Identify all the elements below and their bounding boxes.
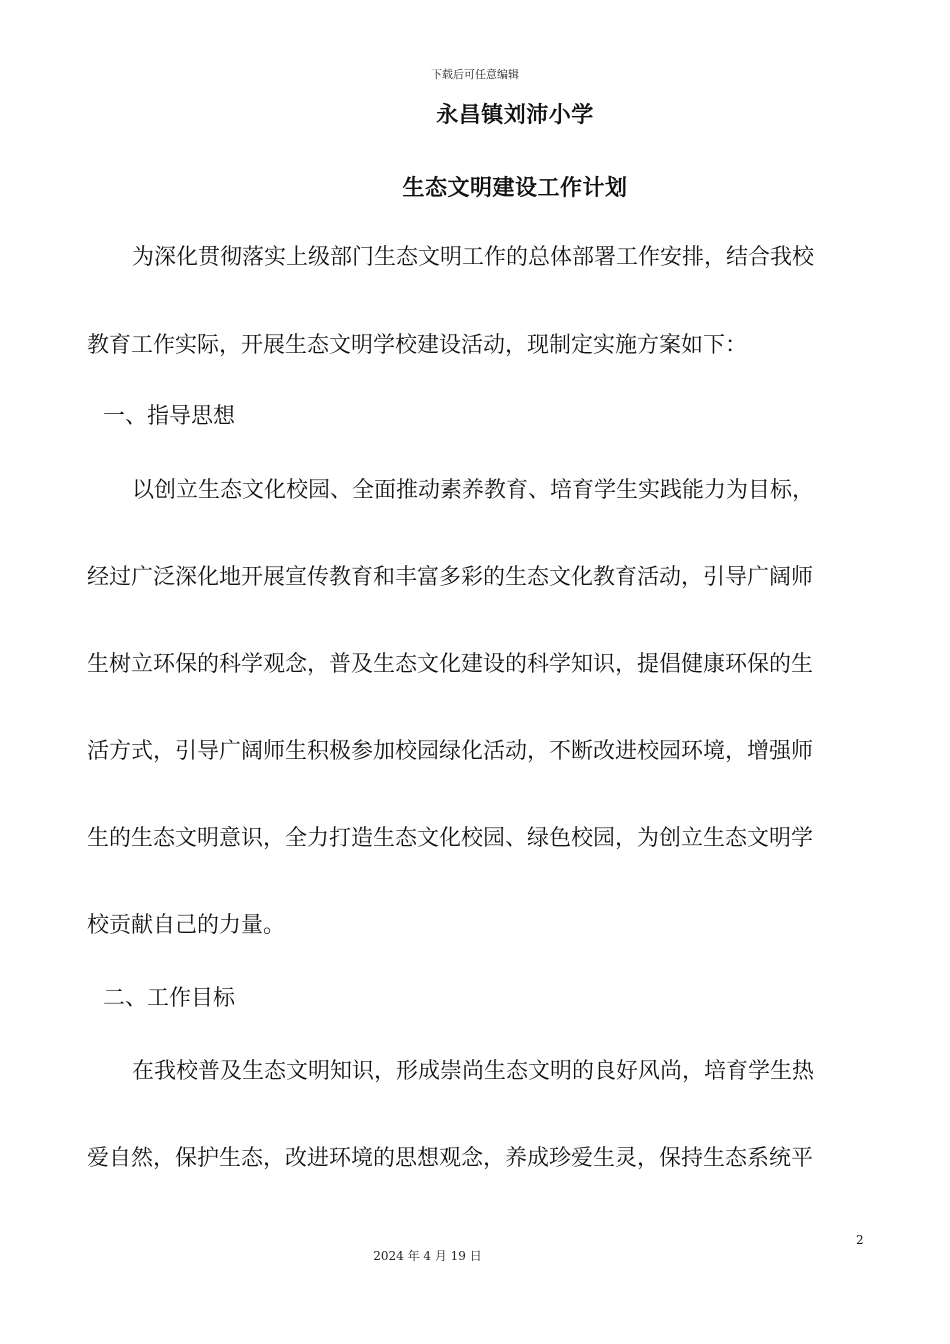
paragraph-line: 经过广泛深化地开展宣传教育和丰富多彩的生态文化教育活动，引导广阔师 [87,565,814,590]
paragraph-line: 生树立环保的科学观念，普及生态文化建设的科学知识，提倡健康环保的生 [87,652,814,677]
page-number: 2 [856,1233,864,1247]
page-header-note: 下载后可任意编辑 [431,68,519,81]
paragraph-line: 校贡献自己的力量。 [87,913,286,938]
paragraph-line: 以创立生态文化校园、全面推动素养教育、培育学生实践能力为目标， [132,478,815,503]
paragraph-line: 爱自然，保护生态，改进环境的思想观念，养成珍爱生灵，保持生态系统平 [87,1146,814,1171]
section-heading: 一、指导思想 [103,404,236,429]
document-title: 永昌镇刘沛小学 [436,103,594,128]
paragraph-line: 为深化贯彻落实上级部门生态文明工作的总体部署工作安排，结合我校 [132,245,815,270]
paragraph-line: 生的生态文明意识，全力打造生态文化校园、绿色校园，为创立生态文明学 [87,826,814,851]
section-heading: 二、工作目标 [103,986,236,1011]
paragraph-line: 教育工作实际，开展生态文明学校建设活动，现制定实施方案如下： [87,333,748,358]
paragraph-line: 在我校普及生态文明知识，形成崇尚生态文明的良好风尚，培育学生热 [132,1059,815,1084]
paragraph-line: 活方式，引导广阔师生积极参加校园绿化活动，不断改进校园环境，增强师 [87,739,814,764]
footer-date: 2024 年 4 月 19 日 [373,1249,482,1263]
document-subtitle: 生态文明建设工作计划 [402,176,628,201]
